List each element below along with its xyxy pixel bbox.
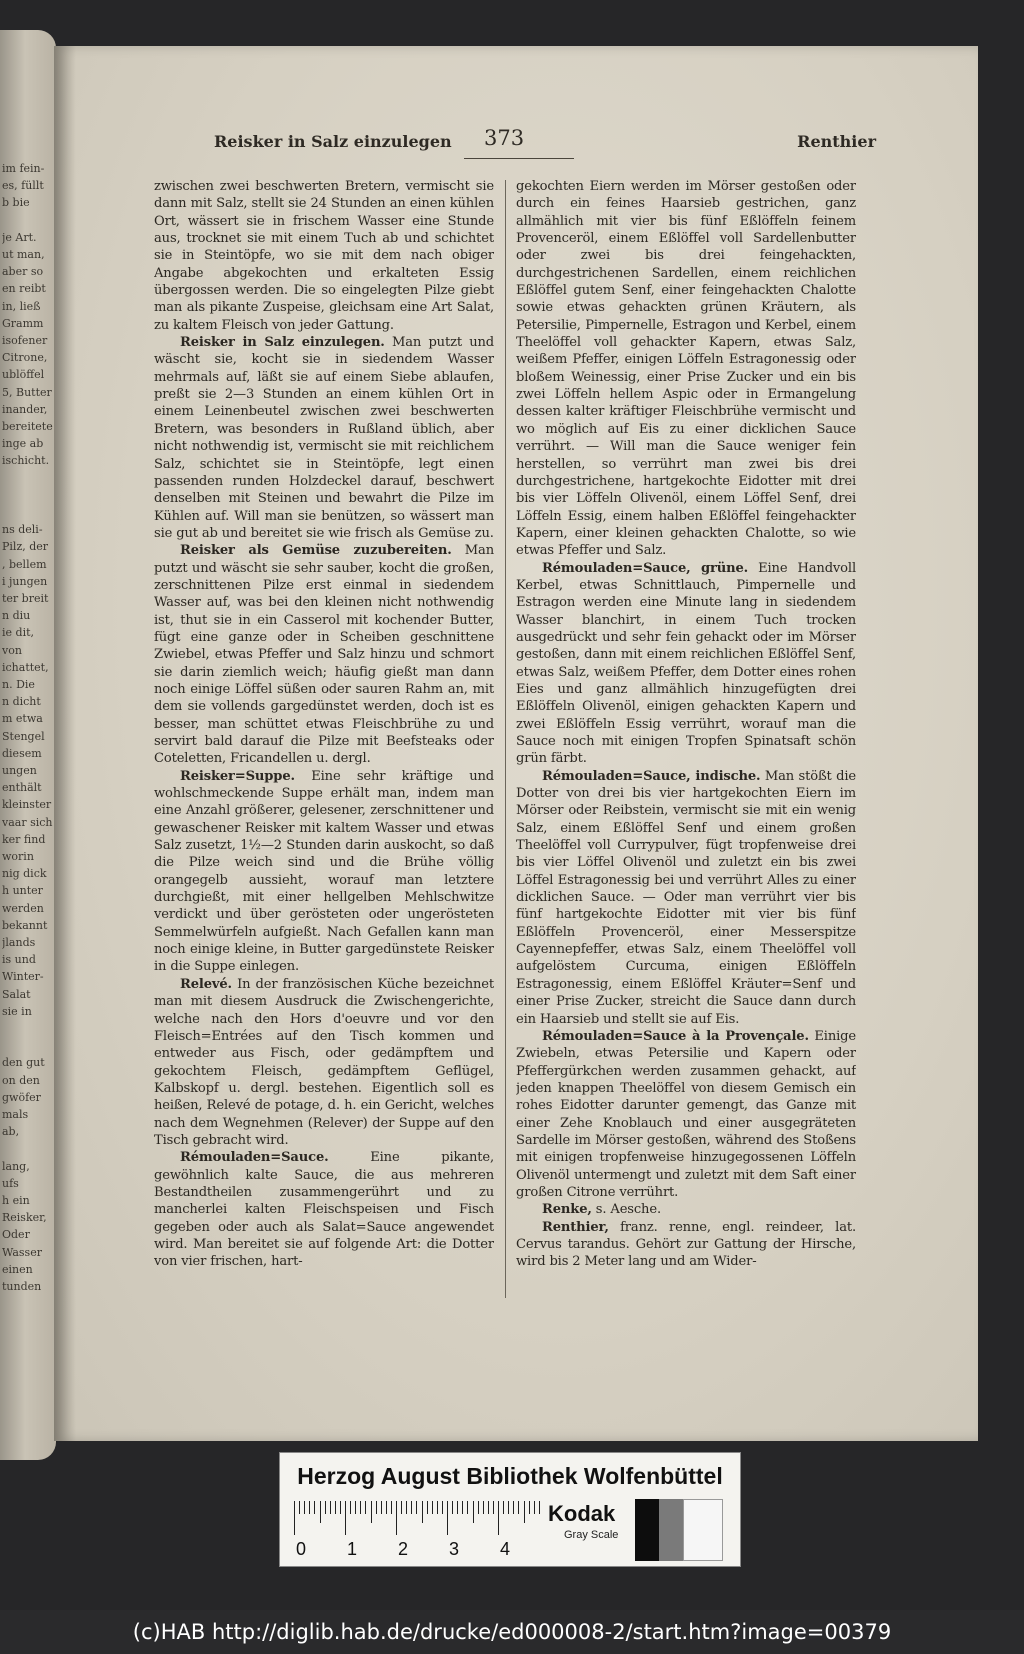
grayscale-label: Gray Scale xyxy=(564,1529,619,1541)
left-column-paragraph xyxy=(154,178,494,334)
ruler-tick xyxy=(381,1501,382,1514)
margin-fragment: Gramm xyxy=(2,316,44,330)
entry-text: Eine pikante, gewöhnlich kalte Sauce, die aus mehreren Bestandtheilen zusammengerührt und zu mancherlei kalten Fleischspeisen und Fisch gegeben oder auch als Salat=Sauce angewendet wird. Man bereitet sie auf folgende Art: die Dotter von vier frischen, hart- xyxy=(154,1150,494,1270)
margin-fragment: 5, Butter xyxy=(2,385,52,399)
margin-fragment: den gut xyxy=(2,1056,45,1070)
margin-fragment: inander, xyxy=(2,402,48,416)
ruler-tick xyxy=(345,1501,346,1535)
ruler-tick xyxy=(508,1501,509,1514)
ruler-tick xyxy=(320,1501,321,1523)
entry-text: Eine Handvoll Kerbel, etwas Schnittlauch, Pimpernelle und Estragon werden eine Minute lang in siedendem Wasser blanchirt, in einem Tuch trocken ausgedrückt und sehr fein gehackt oder im Mörser gestoßen, dann mit einem reichlichen Eßlöffel Senf, etwas Salz, weißem Pfeffer, dem Dotter eines rohen Eies und ganz allmählich hinzugefügten drei Eßlöffeln Olivenöl, einigen gehackten Kapern und zwei Eßlöffeln Essig verrührt, worauf man die Sauce noch mit einigen Tropfen Spinatsaft schön grün färbt. xyxy=(516,560,856,767)
margin-fragment: ungen xyxy=(2,764,37,777)
margin-fragment: , bellem xyxy=(2,557,47,571)
margin-fragment: lang, xyxy=(2,1159,30,1173)
ruler-numbers xyxy=(290,1539,560,1561)
entry-keyword: Rémouladen=Sauce, grüne. xyxy=(542,560,749,576)
entry-keyword: Renke, xyxy=(542,1202,592,1218)
ruler-tick xyxy=(304,1501,305,1514)
margin-fragment: n diu xyxy=(2,609,31,623)
left-column-paragraph xyxy=(154,976,494,1149)
ruler-tick xyxy=(294,1501,295,1535)
margin-fragment: Citrone, xyxy=(2,351,48,365)
margin-fragment: inge ab xyxy=(2,437,44,451)
ruler-tick xyxy=(493,1501,494,1514)
ruler-tick xyxy=(309,1501,310,1514)
right-column-paragraph xyxy=(516,768,856,1028)
left-column xyxy=(154,178,494,1298)
ruler-tick xyxy=(314,1501,315,1514)
ruler-tick xyxy=(529,1501,530,1514)
ruler-tick xyxy=(488,1501,489,1514)
margin-fragment: von xyxy=(2,643,22,657)
margin-fragment: in, ließ xyxy=(2,299,41,313)
margin-fragment: n. Die xyxy=(2,678,35,691)
entry-keyword: Reisker=Suppe. xyxy=(180,768,295,784)
entry-text: In der französischen Küche bezeichnet man mit diesem Ausdruck die Zwischengerichte, welche nach den Hors d'oeuvre und vor den Fleisch=Entrées auf den Tisch kommen und entweder aus Fisch, oder gedämpftem und gekochtem Fleisch, gedämpftem Geflügel, Kalbskopf u. dergl. bestehen. Eigentlich soll es heißen, Relevé de potage, d. h. ein Gericht, welches nach dem Wegnehmen (Relever) der Suppe auf den Tisch gebracht wird. xyxy=(154,976,494,1148)
library-title: Herzog August Bibliothek Wolfenbüttel xyxy=(297,1463,723,1489)
ruler-tick xyxy=(437,1501,438,1514)
ruler-tick xyxy=(386,1501,387,1514)
margin-fragment: ab, xyxy=(2,1125,20,1139)
margin-fragment: werden xyxy=(2,901,44,915)
ruler-tick xyxy=(396,1501,397,1535)
header-right-keyword: Renthier xyxy=(797,132,876,151)
entry-keyword: Reisker in Salz einzulegen. xyxy=(180,335,385,351)
margin-fragment: ter breit xyxy=(2,592,49,605)
margin-fragment: isofener xyxy=(2,334,48,347)
entry-text: Man putzt und wäscht sie, kocht sie in siedendem Wasser mehrmals auf, läßt sie auf einem Siebe ablaufen, preßt sie 2—3 Stunden an einem kühlen Ort in einem Leinenbeutel zwischen zwei beschwerten Bretern, was besonders in Rußland üblich, aber nicht nothwendig ist, vermischt sie mit reichlichem Salz, schichtet sie in Steintöpfe, legt einen passenden runden Holzdeckel darauf, beschwert denselben mit Steinen und bewahrt die Pilze im Kühlen auf. Will man sie benützen, so wässert man sie gut ab und bereitet sie wie frisch als Gemüse zu. xyxy=(154,335,494,541)
entry-text: Man putzt und wäscht sie sehr sauber, kocht die großen, zerschnittenen Pilze erst einmal in siedendem Wasser auf, was bei den kleinen nicht nothwendig ist, thut sie in ein Casserol mit kochender Butter, fügt eine ganze oder in Scheiben geschnittene Zwiebel, etwas Pfeffer und Salz hinzu und schmort sie darin ziemlich weich; häufig gießt man dann noch einige Löffel süßen oder sauren Rahm an, mit dem sie vollends gargedünstet werden, doch ist es besser, man schüttet etwas Fleischbrühe zu und servirt bald darauf die Pilze mit Beefsteaks oder Coteletten, Fricandellen u. dergl. xyxy=(154,543,494,767)
right-column-paragraph xyxy=(516,178,856,560)
ruler-number: 1 xyxy=(347,1539,358,1559)
ruler-tick xyxy=(524,1501,525,1523)
right-column-paragraph xyxy=(516,1201,856,1218)
ruler-tick xyxy=(299,1501,300,1514)
margin-fragment: mals xyxy=(2,1108,29,1121)
ruler-tick xyxy=(406,1501,407,1514)
ruler-tick xyxy=(498,1501,499,1535)
margin-fragment: Pilz, der xyxy=(2,540,49,554)
left-column-paragraph xyxy=(154,768,494,976)
margin-fragment: b bie xyxy=(2,196,30,210)
page-number: 373 xyxy=(484,126,525,150)
swatch-white xyxy=(683,1499,723,1561)
ruler-tick xyxy=(518,1501,519,1514)
ruler-tick xyxy=(416,1501,417,1514)
margin-fragment: tunden xyxy=(2,1280,42,1293)
margin-fragment: Reisker, xyxy=(2,1211,47,1225)
margin-fragment: es, füllt xyxy=(2,179,44,193)
ruler-tick xyxy=(473,1501,474,1523)
right-column-paragraph xyxy=(516,1219,856,1271)
margin-fragment: kleinster xyxy=(2,798,52,812)
margin-fragment: ublöffel xyxy=(2,368,45,382)
margin-fragment: i jungen xyxy=(2,574,48,588)
ruler-tick xyxy=(340,1501,341,1514)
margin-fragment: ut man, xyxy=(2,248,45,261)
margin-fragment: im fein- xyxy=(2,162,45,175)
entry-text: franz. renne, engl. reindeer, lat. Cervus tarandus. Gehört zur Gattung der Hirsche, wird bis 2 Meter lang und am Wider- xyxy=(516,1219,856,1270)
ruler-tick xyxy=(371,1501,372,1523)
ruler-tick xyxy=(539,1501,540,1514)
adjacent-page-edge xyxy=(0,30,56,1460)
margin-fragment: einen xyxy=(2,1262,33,1276)
left-column-paragraph xyxy=(154,334,494,542)
left-column-paragraph xyxy=(154,542,494,767)
ruler-number: 2 xyxy=(398,1539,409,1559)
margin-fragment: h unter xyxy=(2,884,43,898)
entry-text: Einige Zwiebeln, etwas Petersilie und Kapern oder Pfeffergürkchen werden zusammen gehackt, auf jeden knappen Theelöffel von diesem Gemisch ein rohes Eidotter darunter gemengt, das Ganze mit einer Zehe Knoblauch und einer ausgegräteten Sardelle im Mörser gestoßen, während des Stoßens mit einigen tropfenweise hinzugegossenen Löffeln Olivenöl untermengt und zuletzt mit dem Saft einer großen Citrone verrührt. xyxy=(516,1028,856,1200)
margin-fragment: Wasser xyxy=(2,1245,42,1259)
margin-fragment: is und xyxy=(2,953,36,967)
ruler-tick xyxy=(411,1501,412,1514)
ruler-tick xyxy=(534,1501,535,1514)
ruler-tick xyxy=(513,1501,514,1514)
margin-fragment: enthält xyxy=(2,781,42,795)
ruler-tick xyxy=(401,1501,402,1514)
ruler-tick xyxy=(422,1501,423,1523)
ruler-tick xyxy=(447,1501,448,1535)
ruler-number: 3 xyxy=(449,1539,460,1559)
margin-fragment: ischicht. xyxy=(2,454,50,468)
entry-text: Man stößt die Dotter von drei bis vier hartgekochten Eiern im Mörser oder Reibstein, vermischt sie mit ein wenig Salz, einem Eßlöffel Senf und einem großen Theelöffel voll Currypulver, fügt tropfenweise drei bis vier Löffel Olivenöl und zuletzt ein bis zwei Löffel Estragonessig bei und verrührt Alles zu einer dicklichen Sauce. — Oder man verrührt vier bis fünf hartgekochte Eidotter mit vier bis fünf Eßlöffeln Provenceröl, einer Messerspitze Cayennepfeffer, etwas Salz, einem Theelöffel voll aufgelöstem Curcuma, einigen Eßlöffeln Estragonessig, einem Eßlöffel Kräuter=Senf und einer Prise Zucker, streicht die Sauce dann durch ein Haarsieb und stellt sie auf Eis. xyxy=(516,768,856,1027)
entry-keyword: Rémouladen=Sauce, indische. xyxy=(542,768,761,784)
gutter-shadow xyxy=(54,46,76,1441)
ruler-tick xyxy=(360,1501,361,1514)
margin-fragment: diesem xyxy=(2,746,42,760)
margin-fragment: sie in xyxy=(2,1004,32,1018)
ruler-tick xyxy=(467,1501,468,1514)
entry-text: Eine sehr kräftige und wohlschmeckende Suppe erhält man, indem man eine Anzahl größerer, gelesener, zerschnittener und gewaschener Reisker mit kaltem Wasser und etwas Salz zusetzt, 1½—2 Stunden darin auskocht, so daß die Pilze weich sind und die Brühe völlig orangegelb aussieht, worauf man letztere durchgießt, mit einer hellgelben Mehlschwitze verdickt und über gerösteten oder ungerösteten Semmelwürfeln aufgießt. Nach Gefallen kann man noch einige kleine, in Butter gargedünstete Reisker in die Suppe einlegen. xyxy=(154,768,494,975)
ruler-tick xyxy=(478,1501,479,1514)
margin-fragment: vaar sich xyxy=(2,815,53,829)
ruler-tick xyxy=(365,1501,366,1514)
ruler-tick xyxy=(330,1501,331,1514)
book-page xyxy=(54,46,978,1441)
ruler-tick xyxy=(483,1501,484,1514)
ruler-tick xyxy=(355,1501,356,1514)
margin-fragment: ns deli- xyxy=(2,523,43,537)
entry-text: zwischen zwei beschwerten Bretern, vermischt sie dann mit Salz, stellt sie 24 Stunden an einen kühlen Ort, wässert sie in frischem Wasser eine Stunde aus, trocknet sie mit einem Tuch ab und schichtet sie in Steintöpfe, wo sie mit dem nach obiger Angabe abgekochten und erkalteten Essig übergossen werden. Die so eingelegten Pilze giebt man als pikante Zuspeise, gleichsam eine Art Salat, zu kaltem Fleisch von jeder Gattung. xyxy=(154,179,494,333)
margin-fragment: jlands xyxy=(2,936,36,949)
ruler-number: 0 xyxy=(296,1539,307,1559)
ruler-tick xyxy=(503,1501,504,1514)
header-rule xyxy=(464,158,574,159)
margin-fragment: Winter- xyxy=(2,970,44,984)
margin-fragment: aber so xyxy=(2,265,44,279)
ruler-tick xyxy=(432,1501,433,1514)
ruler-tick xyxy=(325,1501,326,1514)
entry-keyword: Renthier, xyxy=(542,1219,609,1235)
library-color-bar xyxy=(279,1452,741,1567)
margin-fragment: en reibt xyxy=(2,282,46,296)
right-column xyxy=(516,178,856,1298)
entry-keyword: Rémouladen=Sauce à la Provençale. xyxy=(542,1028,809,1044)
ruler-tick xyxy=(391,1501,392,1514)
margin-fragment: Stengel xyxy=(2,729,45,743)
margin-fragment: Salat xyxy=(2,987,31,1001)
ruler-tick xyxy=(462,1501,463,1514)
margin-fragment: m etwa xyxy=(2,712,43,726)
margin-fragment: gwöfer xyxy=(2,1090,41,1104)
header-left-keyword: Reisker in Salz einzulegen xyxy=(214,132,452,151)
ruler-tick xyxy=(335,1501,336,1514)
entry-text: gekochten Eiern werden im Mörser gestoßen oder durch ein feines Haarsieb gestrichen, ganz allmählich mit vier bis fünf Eßlöffeln feinem Provenceröl, einem Eßlöffel voll Sardellenbutter oder zwei bis drei feingehackten, durchgestrichenen Sardellen, einem reichlichen Eßlöffel gutem Senf, einer feingehackten Chalotte sowie etwas gehackten grünen Kräutern, als Petersilie, Pimpernelle, Estragon und Kerbel, einem Theelöffel voll gehackter Kapern, etwas Salz, weißem Pfeffer, einigen Löffeln Estragonessig oder bloßem Weinessig, einer Prise Zucker und ein bis zwei Löffeln hellem Aspic oder in Ermangelung dessen kalter kräftiger Fleischbrühe vermischt und wo möglich auf Eis zu einer dicklichen Sauce verrührt. — Will man die Sauce weniger fein herstellen, so verrührt man zwei bis drei durchgestrichene, hartgekochte Eidotter mit drei bis vier Löffeln Olivenöl, einem Löffel Senf, drei Löffeln Essig, einem halben Eßlöffel feingehackter Kapern, einer kleinen gehackten Chalotte, so wie etwas Pfeffer und Salz. xyxy=(516,179,856,559)
copyright-footer: (c)HAB http://diglib.hab.de/drucke/ed000008-2/start.htm?image=00379 xyxy=(0,1610,1024,1654)
margin-fragment: ufs xyxy=(2,1176,19,1190)
right-column-paragraph xyxy=(516,560,856,768)
margin-fragment: ichattet, xyxy=(2,660,49,674)
swatch-gray xyxy=(659,1499,683,1561)
entry-keyword: Relevé. xyxy=(180,976,232,992)
ruler-tick xyxy=(452,1501,453,1514)
margin-fragment: Oder xyxy=(2,1228,30,1242)
entry-text: s. Aesche. xyxy=(591,1202,661,1218)
margin-fragment: nig dick xyxy=(2,867,47,881)
margin-fragment: on den xyxy=(2,1073,40,1087)
margin-fragment: ie dit, xyxy=(2,626,35,640)
ruler-tick xyxy=(376,1501,377,1514)
kodak-brand: Kodak xyxy=(548,1501,616,1526)
margin-fragment: bereitete xyxy=(2,420,53,433)
ruler-tick xyxy=(442,1501,443,1514)
ruler-tick xyxy=(457,1501,458,1514)
scale-ruler xyxy=(294,1501,544,1537)
entry-keyword: Reisker als Gemüse zuzubereiten. xyxy=(180,543,452,559)
margin-fragment: ker find xyxy=(2,832,46,846)
entry-keyword: Rémouladen=Sauce. xyxy=(180,1150,329,1166)
column-divider xyxy=(505,180,506,1298)
margin-fragment: n dicht xyxy=(2,695,41,709)
ruler-tick xyxy=(350,1501,351,1514)
ruler-tick xyxy=(427,1501,428,1514)
margin-fragment: bekannt xyxy=(2,918,48,932)
margin-fragment: worin xyxy=(2,850,34,863)
ruler-number: 4 xyxy=(500,1539,511,1559)
margin-fragment: je Art. xyxy=(2,230,37,244)
left-column-paragraph xyxy=(154,1149,494,1270)
margin-fragment: h ein xyxy=(2,1194,30,1207)
right-column-paragraph xyxy=(516,1028,856,1201)
running-header xyxy=(54,126,978,160)
swatch-black xyxy=(635,1499,659,1561)
